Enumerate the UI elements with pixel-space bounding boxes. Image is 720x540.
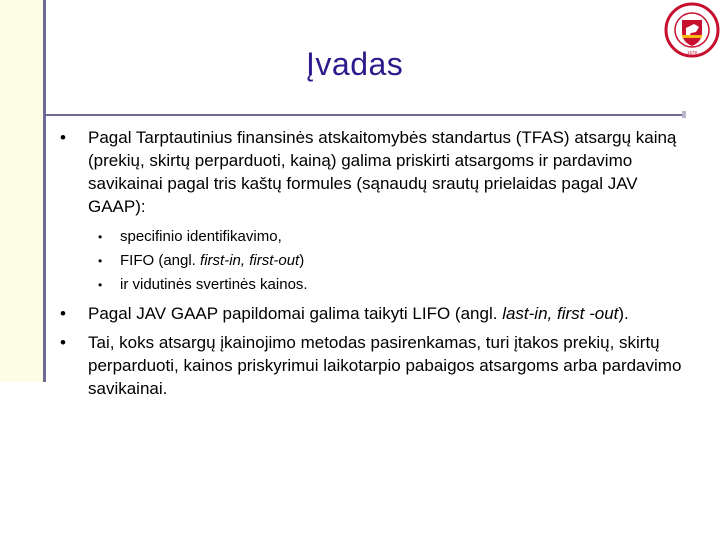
sub-bullet-text-em: first-in, first-out [200,252,300,269]
sub-bullet-item [60,274,690,296]
slide-title: Įvadas [306,46,404,82]
slide-body [60,126,690,406]
sub-bullet-item [60,226,690,248]
title-divider [46,114,682,116]
sub-bullet-text: ir vidutinės svertinės kainos. [120,276,308,293]
sub-bullet-dot: • [98,230,103,244]
left-decor-panel [0,0,46,382]
sub-bullet-dot: • [98,278,103,292]
sub-bullet-dot: • [98,254,103,268]
sub-bullet-text: specifinio identifikavimo, [120,228,282,245]
left-decor-edge [43,0,46,382]
sub-bullet-text-pre: FIFO (angl. [120,252,201,269]
seal-year: 1579 [686,50,698,55]
bullet-dot: • [60,128,66,147]
title-divider-end [682,111,686,118]
bullet-text: Tai, koks atsargų įkainojimo metodas pasirenkamas, turi įtakos prekių, skirtų perparduoti, kainos priskyrimui laikotarpio pabaigos atsargoms arba pardavimo savikainai. [88,333,682,398]
bullet-item [60,126,690,218]
bullet-text: Pagal Tarptautinius finansinės atskaitomybės standartus (TFAS) atsargų kainą (prekių, skirtų perparduoti, kainą) galima priskirti atsargoms ir pardavimo savikainai pagal tris kaštų formules (sąnaudų srautų prielaidas pagal JAV GAAP): [88,128,677,216]
bullet-text-pre: Pagal JAV GAAP papildomai galima taikyti LIFO (angl. [88,304,503,323]
bullet-dot: • [60,333,66,352]
sub-bullet-item [60,250,690,272]
bullet-item [60,302,690,325]
bullet-text-em: last-in, first -out [502,304,619,323]
bullet-item [60,331,690,400]
bullet-text-post: ). [618,304,629,323]
sub-list [60,226,690,296]
sub-bullet-text-post: ) [299,252,305,269]
university-seal-icon [664,2,720,58]
bullet-dot: • [60,304,66,323]
